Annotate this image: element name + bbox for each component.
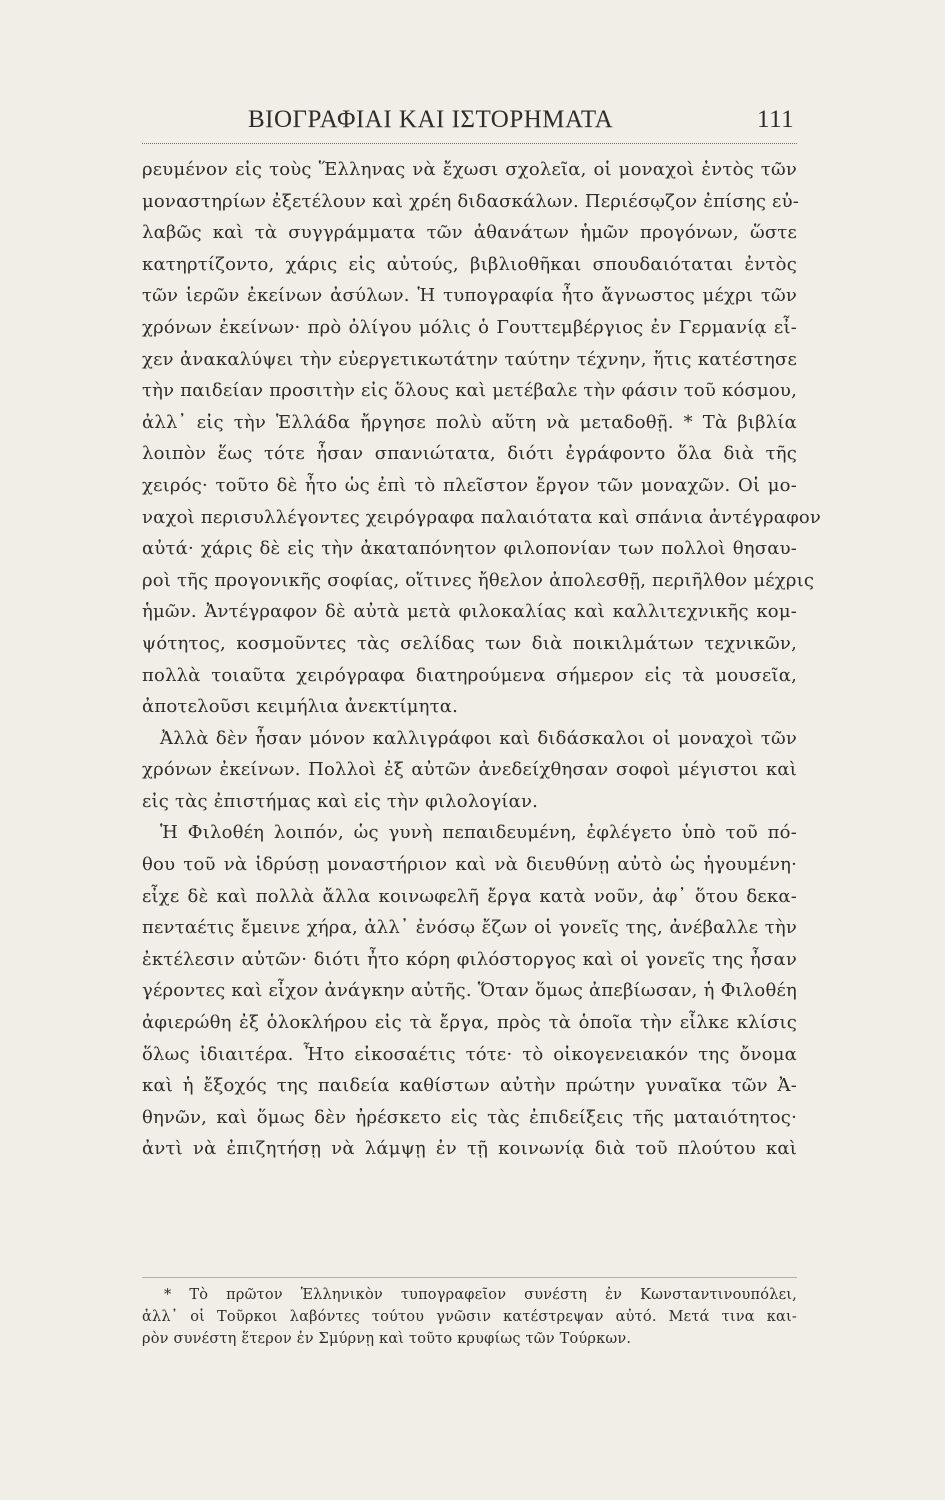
text-line: τῶν ἱερῶν ἐκείνων ἀσύλων. Ἡ τυπογραφία ἦτο ἄγνωστος μέχρι τῶν [142, 285, 797, 307]
text-line: θου τοῦ νὰ ἱδρύσῃ μοναστήριον καὶ νὰ διευθύνῃ αὐτὸ ὡς ἡγουμένη· [142, 854, 797, 876]
running-header-title: ΒΙΟΓΡΑΦΙΑΙ ΚΑΙ ΙΣΤΟΡΗΜΑΤΑ [248, 106, 614, 133]
text-line: τὴν παιδείαν προσιτὴν εἰς ὅλους καὶ μετέβαλε τὴν φάσιν τοῦ κόσμου, [142, 380, 797, 402]
text-line: χρόνων ἐκείνων· πρὸ ὀλίγου μόλις ὁ Γουττεμβέργιος ἐν Γερμανίᾳ εἶ- [142, 316, 797, 338]
text-line: χρόνων ἐκείνων. Πολλοὶ ἐξ αὐτῶν ἀνεδείχθησαν σοφοὶ μέγιστοι καὶ [142, 759, 797, 781]
text-line: πενταέτις ἔμεινε χήρα, ἀλλ᾽ ἐνόσῳ ἔζων οἱ γονεῖς της, ἀνέβαλλε τὴν [142, 917, 797, 939]
text-line: λοιπὸν ἕως τότε ἦσαν σπανιώτατα, διότι ἐγράφοντο ὅλα διὰ τῆς [142, 443, 797, 465]
text-line: ναχοὶ περισυλλέγοντες χειρόγραφα παλαιότατα καὶ σπάνια ἀντέγραφον [142, 506, 822, 528]
text-line: ἀφιερώθη ἐξ ὁλοκλήρου εἰς τὰ ἔργα, πρὸς τὰ ὁποῖα τὴν εἷλκε κλίσις [142, 1012, 797, 1034]
text-line: εἰς τὰς ἐπιστήμας καὶ εἰς τὴν φιλολογίαν. [142, 790, 539, 812]
text-line [142, 1197, 797, 1229]
text-line: μοναστηρίων ἐξετέλουν καὶ χρέη διδασκάλων. Περιέσῳζον ἐπίσης εὐ- [142, 190, 800, 212]
text-line: ἀντὶ νὰ ἐπιζητήσῃ νὰ λάμψῃ ἐν τῇ κοινωνίᾳ διὰ τοῦ πλούτου καὶ [142, 1138, 797, 1160]
text-line: θηνῶν, καὶ ὅμως δὲν ἠρέσκετο εἰς τὰς ἐπιδείξεις τῆς ματαιότητος· [142, 1106, 797, 1128]
text-line: ψότητος, κοσμοῦντες τὰς σελίδας των διὰ ποικιλμάτων τεχνικῶν, [142, 632, 797, 654]
text-line: πολλὰ τοιαῦτα χειρόγραφα διατηρούμενα σήμερον εἰς τὰ μουσεῖα, [142, 664, 797, 686]
footnote [142, 1284, 797, 1350]
footnote-rule [142, 1277, 797, 1278]
text-line: Ἡ Φιλοθέη λοιπόν, ὡς γυνὴ πεπαιδευμένη, ἐφλέγετο ὑπὸ τοῦ πό- [160, 822, 797, 844]
text-line: ρευμένον εἰς τοὺς Ἕλληνας νὰ ἔχωσι σχολεῖα, οἱ μοναχοὶ ἐντὸς τῶν [142, 159, 797, 180]
text-line: ἀποτελοῦσι κειμήλια ἀνεκτίμητα. [142, 696, 459, 718]
text-line [142, 1165, 797, 1197]
page-number: 111 [757, 106, 795, 133]
footnote-line: ρὸν συνέστη ἕτερον ἐν Σμύρνῃ καὶ τοῦτο κρυφίως τῶν Τούρκων. [142, 1331, 632, 1347]
text-line: ροὶ τῆς προγονικῆς σοφίας, οἵτινες ἤθελον ἀπολεσθῇ, περιῆλθον μέχρις [142, 569, 815, 591]
text-line: γέροντες καὶ εἶχον ἀνάγκην αὐτῆς. Ὅταν ὅμως ἀπεβίωσαν, ἡ Φιλοθέη [142, 980, 797, 1002]
text-line: χεν ἀνακαλύψει τὴν εὐεργετικωτάτην ταύτην τέχνην, ἥτις κατέστησε [142, 348, 797, 370]
footnote-line: ἀλλ᾽ οἱ Τοῦρκοι λαβόντες τούτου γνῶσιν κατέστρεψαν αὐτό. Μετά τινα και- [142, 1309, 797, 1325]
footnote-line: * Τὸ πρῶτον Ἑλληνικὸν τυπογραφεῖον συνέστη ἐν Κωνσταντινουπόλει, [164, 1287, 797, 1303]
text-line: Ἀλλὰ δὲν ἦσαν μόνον καλλιγράφοι καὶ διδάσκαλοι οἱ μοναχοὶ τῶν [160, 727, 797, 749]
header-rule [142, 143, 797, 144]
text-line: χειρός· τοῦτο δὲ ἦτο ὡς ἐπὶ τὸ πλεῖστον ἔργον τῶν μοναχῶν. Οἱ μο- [142, 474, 797, 496]
text-line: ἡμῶν. Ἀντέγραφον δὲ αὐτὰ μετὰ φιλοκαλίας καὶ καλλιτεχνικῆς κομ- [142, 601, 797, 623]
body-text [142, 154, 822, 1228]
text-line: εἶχε δὲ καὶ πολλὰ ἄλλα κοινωφελῆ ἔργα κατὰ νοῦν, ἀφ᾽ ὅτου δεκα- [142, 885, 797, 907]
text-line: ἀλλ᾽ εἰς τὴν Ἑλλάδα ἤργησε πολὺ αὕτη νὰ μεταδοθῇ. * Τὰ βιβλία [142, 411, 797, 433]
text-line: λαβῶς καὶ τὰ συγγράμματα τῶν ἀθανάτων ἡμῶν προγόνων, ὥστε [142, 222, 797, 244]
text-line: ὅλως ἰδιαιτέρα. Ἦτο εἰκοσαέτις τότε· τὸ οἰκογενειακόν της ὄνομα [142, 1043, 797, 1065]
text-line: καὶ ἡ ἔξοχός της παιδεία καθίστων αὐτὴν πρώτην γυναῖκα τῶν Ἀ- [142, 1075, 797, 1097]
text-line: κατηρτίζοντο, χάρις εἰς αὐτούς, βιβλιοθῆκαι σπουδαιόταται ἐντὸς [142, 253, 797, 275]
text-line: αὐτά· χάρις δὲ εἰς τὴν ἀκαταπόνητον φιλοπονίαν των πολλοὶ θησαυ- [142, 538, 797, 560]
text-line: ἐκτέλεσιν αὐτῶν· διότι ἦτο κόρη φιλόστοργος καὶ οἱ γονεῖς της ἦσαν [142, 948, 797, 970]
